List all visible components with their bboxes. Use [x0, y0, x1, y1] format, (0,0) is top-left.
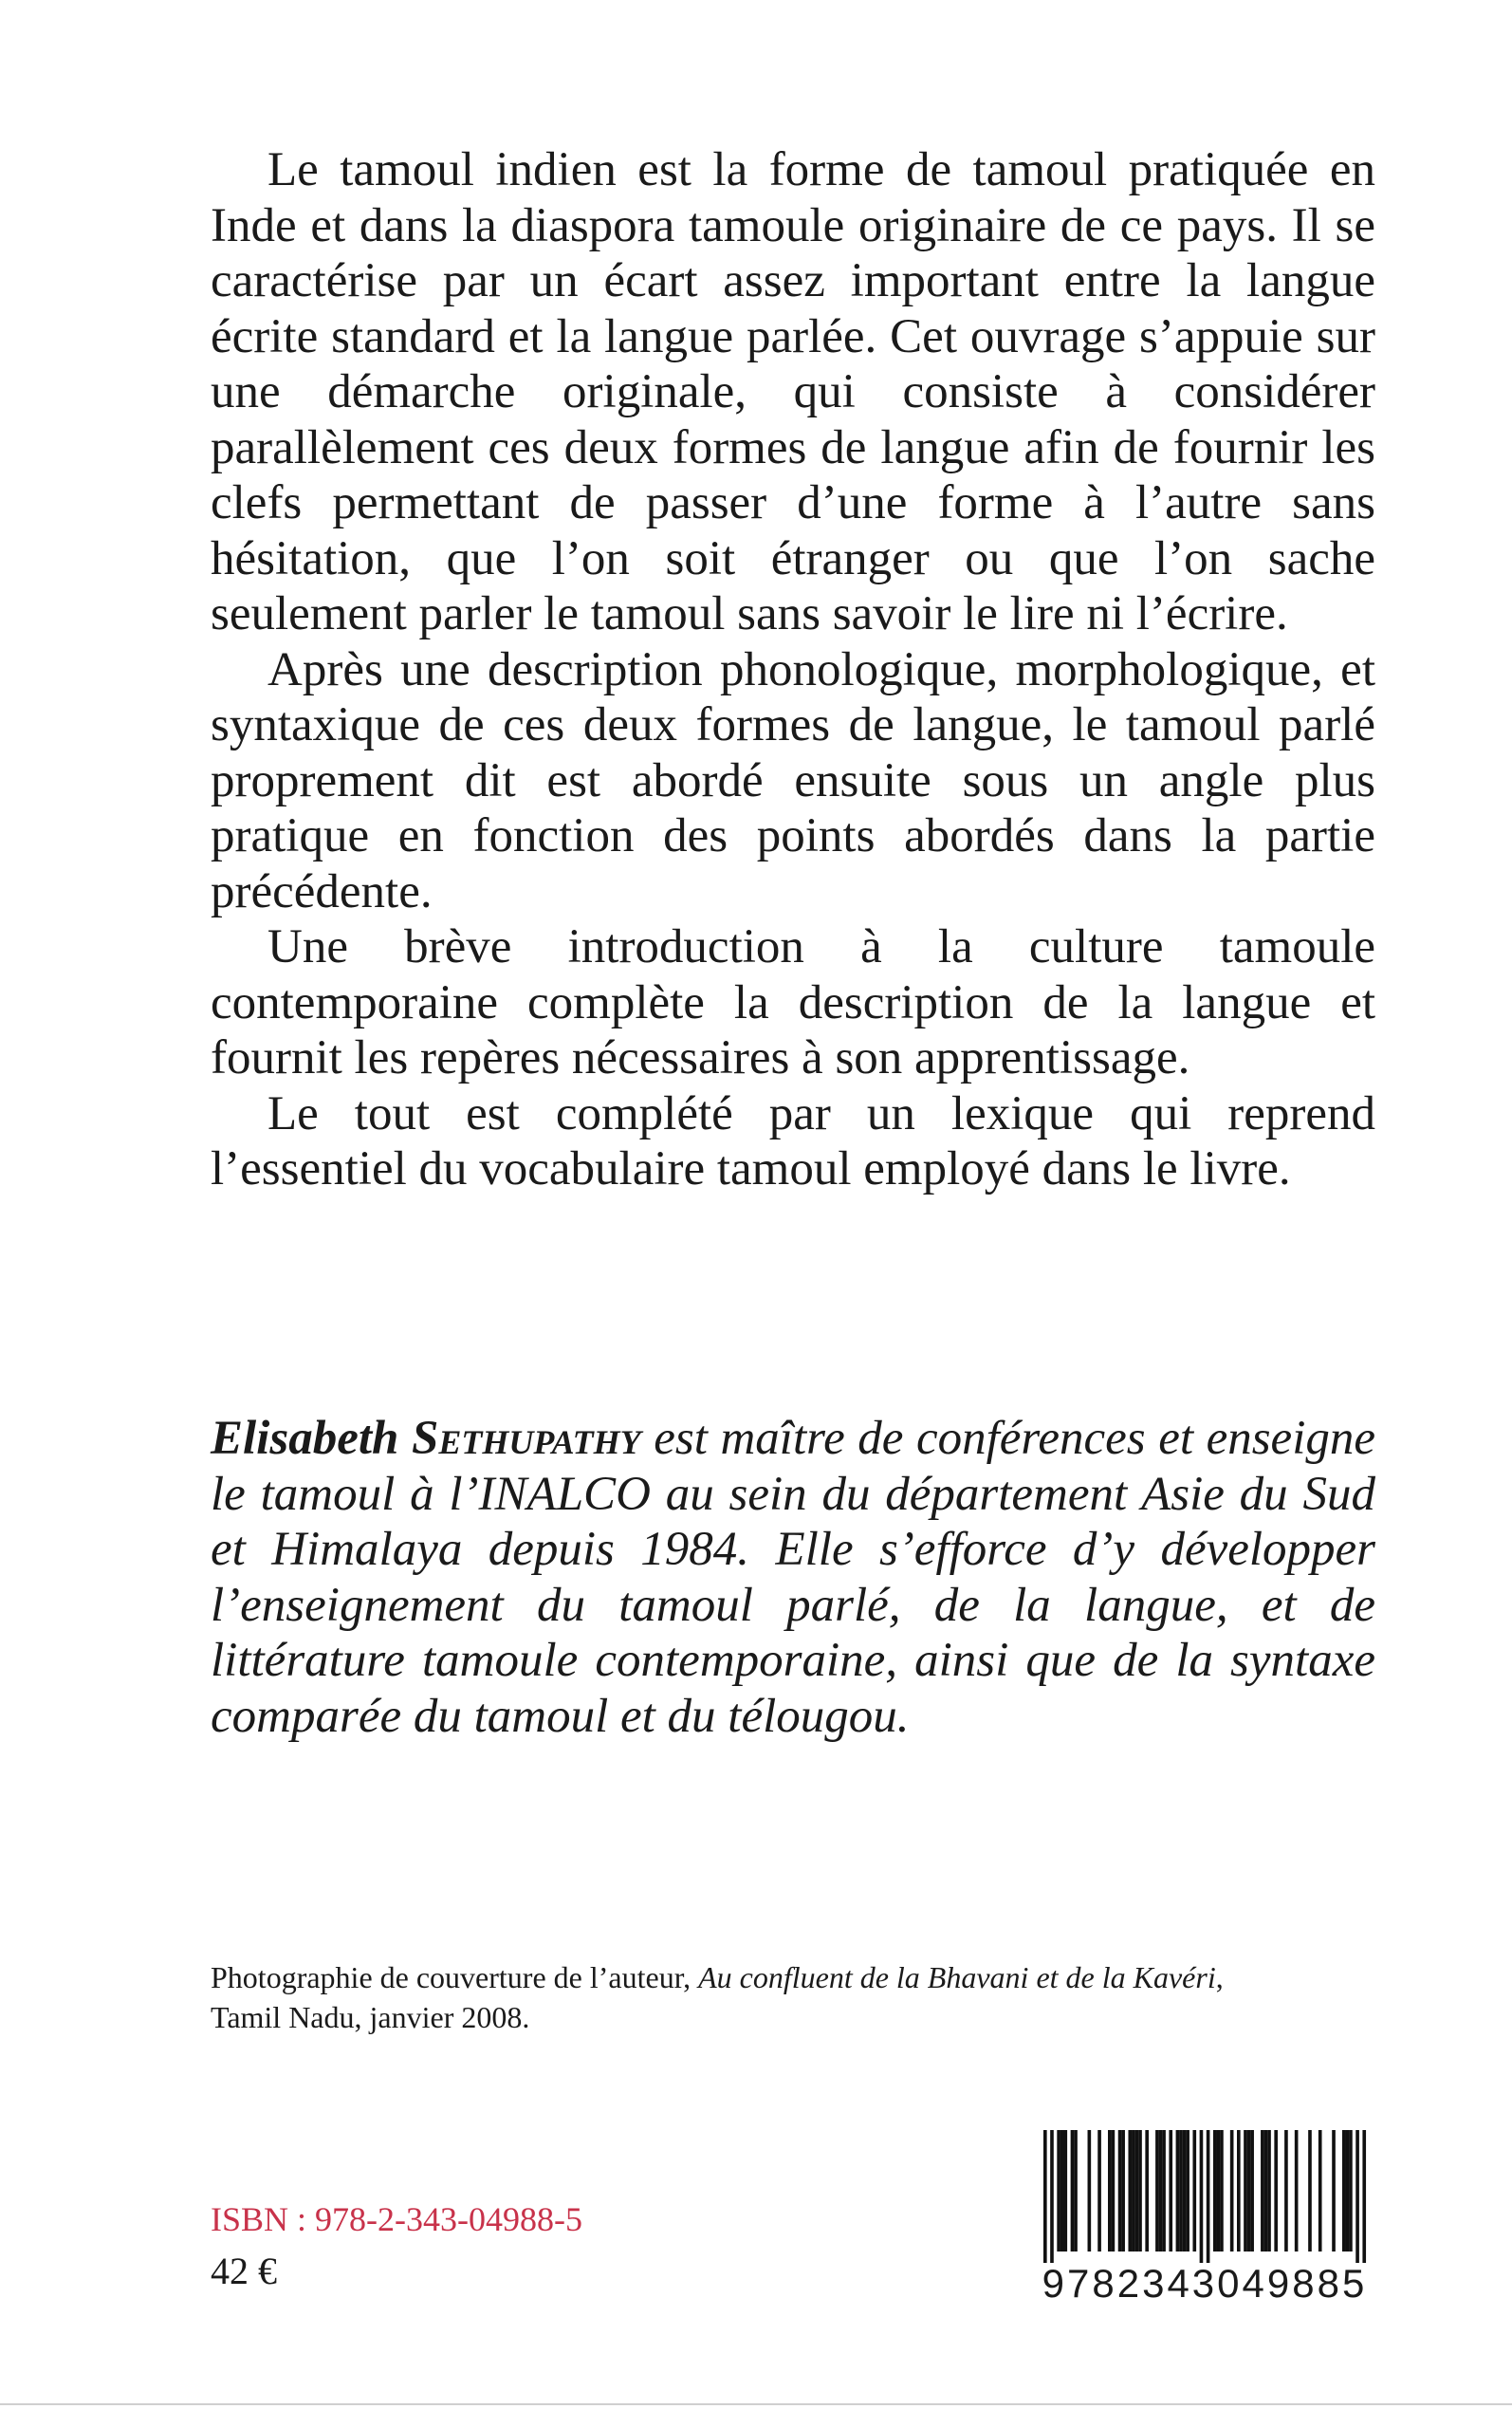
blurb-paragraph-2: Après une description phonologique, morphologique, et syntaxique de ces deux formes de langue, le tamoul parlé proprement dit est abordé ensuite sous un angle plus pratique en fonction des points abordés dans la partie précédente.: [211, 642, 1375, 918]
photo-credit: [211, 1957, 1273, 2037]
author-first-name: Elisabeth: [211, 1412, 412, 1465]
barcode-bar: [1074, 2130, 1078, 2251]
author-last-name: Sethupathy: [411, 1412, 641, 1465]
barcode-bar: [1192, 2130, 1196, 2251]
blurb-paragraph-3: Une brève introduction à la culture tamoule contemporaine complète la description de la langue et fournit les repères nécessaires à son apprentissage.: [211, 920, 1375, 1084]
barcode-bar: [1176, 2130, 1180, 2251]
barcode-bar: [1060, 2130, 1064, 2251]
blurb-paragraph-1: Le tamoul indien est la forme de tamoul pratiquée en Inde et dans la diaspora tamoule originaire de ce pays. Il se caractérise par un écart assez important entre la langue écrite standard et la langue parlée. Cet ouvrage s’appuie sur une démarche originale, qui consiste à considérer parallèlement ces deux formes de langue afin de fournir les clefs permettant de passer d’une forme à l’autre sans hésitation, que l’on soit étranger ou que l’on sache seulement parler le tamoul sans savoir le lire ni l’écrire.: [211, 143, 1375, 640]
barcode-bar: [1284, 2130, 1288, 2251]
barcode-bar: [1162, 2130, 1166, 2251]
barcode-bar: [1097, 2130, 1101, 2251]
barcode-bar: [1247, 2130, 1251, 2251]
barcode-bar: [1244, 2130, 1247, 2251]
barcode-bar: [1112, 2130, 1116, 2251]
barcode-bar: [1186, 2130, 1189, 2251]
barcode-bar: [1135, 2130, 1139, 2251]
back-cover-blurb: [211, 142, 1375, 1197]
author-bio-text: est maître de conférences et enseigne le tamoul à l’INALCO au sein du département Asie du Sud et Himalaya depuis 1984. Elle s’efforce d’y développer l’enseignement du tamoul parlé, de la langue, et de littérature tamoule contemporaine, ainsi que de la syntaxe comparée du tamoul et du télougou.: [211, 1412, 1376, 1743]
barcode-bar: [1217, 2130, 1221, 2251]
barcode-bar: [1250, 2130, 1254, 2251]
barcode-bar: [1043, 2130, 1047, 2263]
barcode-bar: [1121, 2130, 1125, 2251]
barcode-bar: [1237, 2130, 1241, 2251]
photo-credit-prefix: Photographie de couverture de l’auteur,: [211, 1960, 699, 1994]
barcode-bar: [1179, 2130, 1183, 2251]
barcode-bar: [1200, 2130, 1204, 2263]
barcode-bar: [1267, 2130, 1271, 2251]
price: 42 €: [211, 2250, 277, 2292]
barcode-bar: [1362, 2130, 1366, 2263]
barcode-bar: [1261, 2130, 1264, 2251]
barcode-bar: [1318, 2130, 1322, 2251]
barcode-digits: 9782343049885: [1042, 2261, 1368, 2306]
barcode-bar: [1213, 2130, 1217, 2251]
barcode-bar: [1088, 2130, 1092, 2251]
photo-credit-suffix: ,: [1215, 1960, 1224, 1994]
barcode-bar: [1264, 2130, 1268, 2251]
barcode: [1034, 2130, 1375, 2310]
barcode-bar: [1220, 2130, 1224, 2251]
barcode-bar: [1159, 2130, 1163, 2251]
blurb-paragraph-4: Le tout est complété par un lexique qui reprend l’essentiel du vocabulaire tamoul employé dans le livre.: [211, 1086, 1375, 1195]
barcode-bar: [1155, 2130, 1159, 2251]
barcode-bar: [1132, 2130, 1135, 2251]
barcode-bar: [1349, 2130, 1353, 2251]
author-bio: [211, 1411, 1375, 1744]
barcode-bar: [1342, 2130, 1346, 2251]
barcode-bar: [1169, 2130, 1172, 2251]
barcode-bar: [1071, 2130, 1075, 2251]
barcode-bar: [1355, 2130, 1359, 2263]
barcode-bar: [1274, 2130, 1278, 2251]
barcode-bar: [1346, 2130, 1350, 2251]
barcode-bar: [1128, 2130, 1132, 2251]
barcode-bar: [1145, 2130, 1149, 2251]
photo-credit-title: Au confluent de la Bhavani et de la Kavéri: [698, 1960, 1216, 1994]
barcode-bar: [1108, 2130, 1112, 2251]
barcode-bar: [1063, 2130, 1067, 2251]
barcode-bar: [1050, 2130, 1054, 2263]
isbn: ISBN : 978-2-343-04988-5: [211, 2200, 582, 2238]
barcode-bar: [1138, 2130, 1142, 2251]
barcode-bar: [1308, 2130, 1312, 2251]
barcode-bars: [1034, 2130, 1375, 2263]
photo-credit-location: Tamil Nadu, janvier 2008.: [211, 2000, 530, 2034]
barcode-bar: [1230, 2130, 1234, 2251]
author-name: [211, 1412, 641, 1465]
barcode-bar: [1118, 2130, 1122, 2251]
page-bottom-rule: [0, 2403, 1512, 2409]
barcode-bar: [1207, 2130, 1210, 2263]
barcode-bar: [1295, 2130, 1299, 2251]
barcode-bar: [1057, 2130, 1060, 2251]
barcode-bar: [1183, 2130, 1187, 2251]
barcode-bar: [1332, 2130, 1336, 2251]
